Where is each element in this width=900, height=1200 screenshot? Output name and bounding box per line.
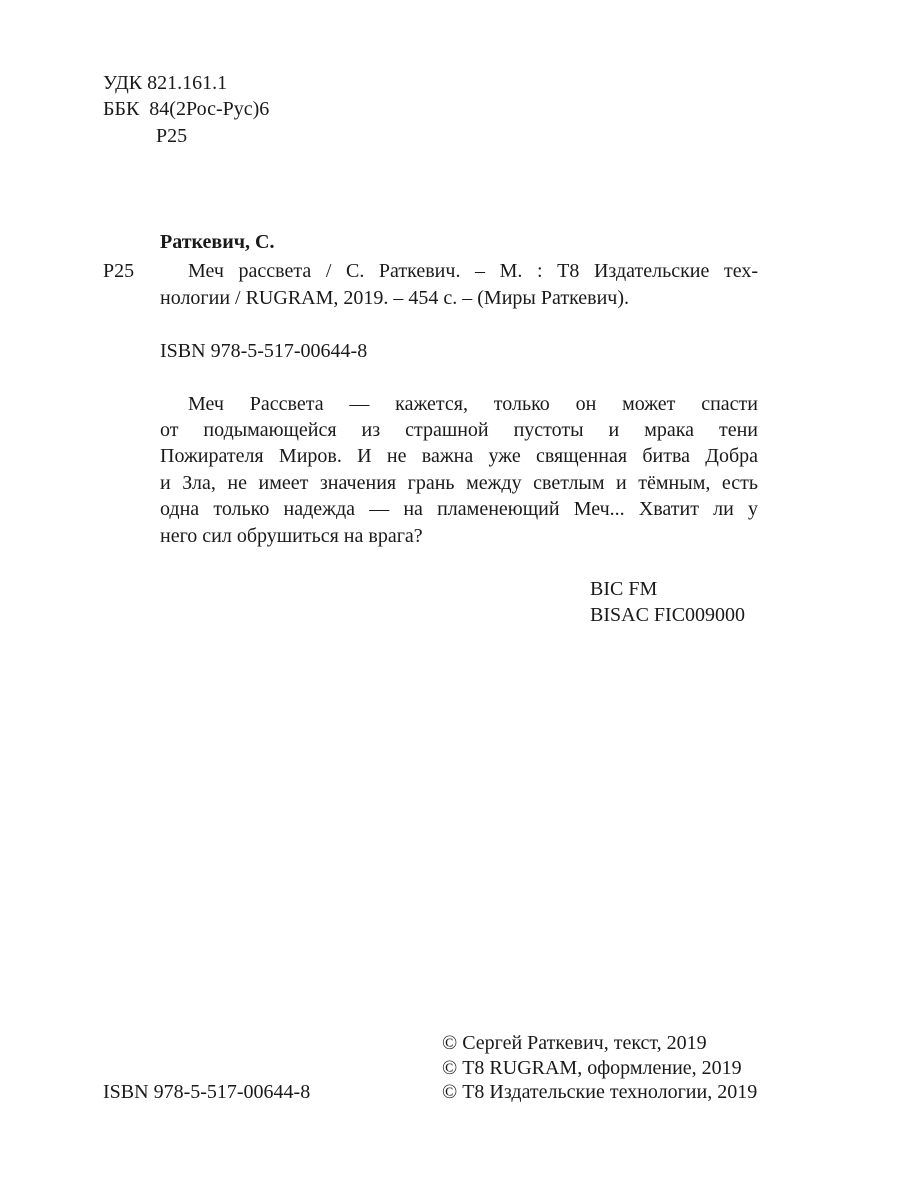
footer-isbn: ISBN 978-5-517-00644-8 [103,1081,311,1103]
bic-code: BIC FM [590,578,658,600]
bibliographic-description-line: нологии / RUGRAM, 2019. – 454 с. – (Миры Раткевич). [160,287,630,309]
copyright-line: © Сергей Раткевич, текст, 2019 [442,1032,707,1054]
bibliographic-description-line: Меч рассвета / С. Раткевич. – М. : Т8 Издательские тех- [188,260,758,282]
bbk-code: ББК 84(2Рос-Рус)6 [103,98,270,120]
author-sign-code: Р25 [156,125,188,147]
author-heading: Раткевич, С. [160,231,275,253]
abstract-line: одна только надежда — на пламенеющий Меч... Хватит ли у [160,498,758,520]
udk-code: УДК 821.161.1 [103,72,228,94]
abstract-line: него сил обрушиться на врага? [160,525,423,547]
bisac-code: BISAC FIC009000 [590,604,746,626]
abstract-line: Пожирателя Миров. И не важна уже священная битва Добра [160,445,758,467]
record-isbn: ISBN 978-5-517-00644-8 [160,340,368,362]
abstract-line: Меч Рассвета — кажется, только он может спасти [188,393,758,415]
abstract-line: и Зла, не имеет значения грань между светлым и тёмным, есть [160,472,758,494]
record-author-sign: Р25 [103,260,135,282]
abstract-line: от подымающейся из страшной пустоты и мрака тени [160,419,758,441]
copyright-line: © Т8 RUGRAM, оформление, 2019 [442,1057,742,1079]
copyright-line: © Т8 Издательские технологии, 2019 [442,1081,758,1103]
